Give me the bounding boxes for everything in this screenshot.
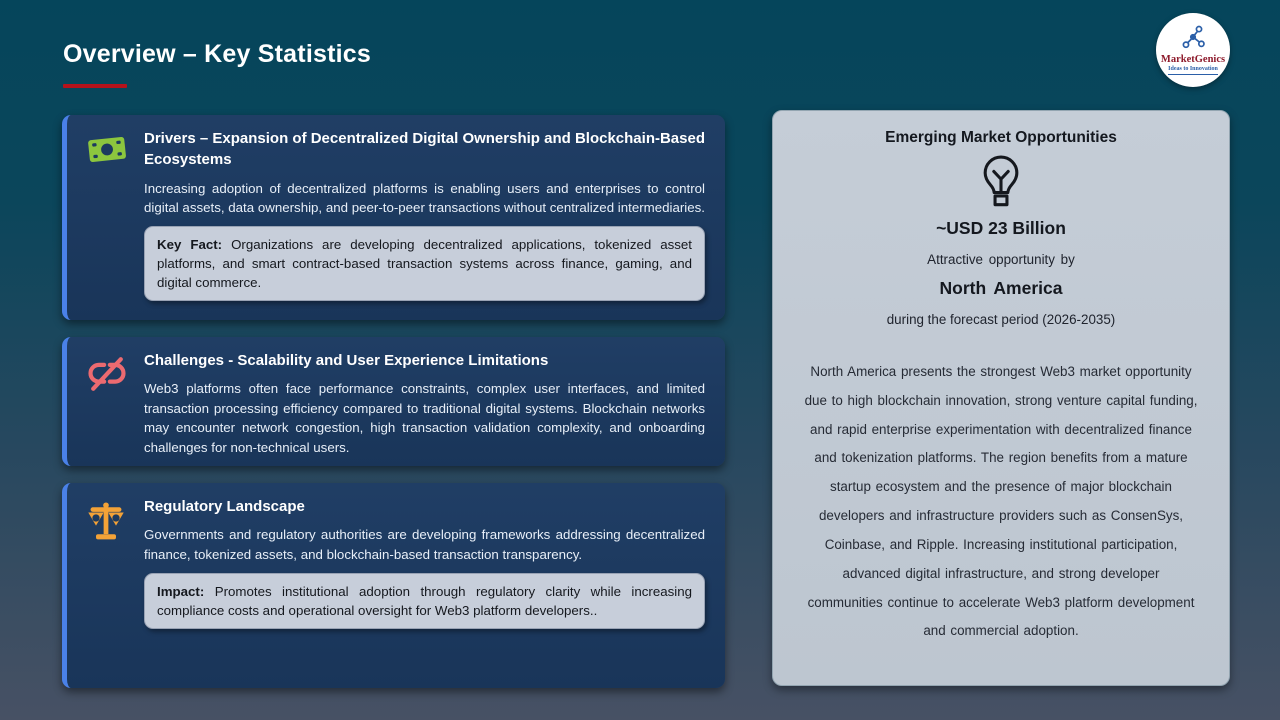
opportunity-description: North America presents the strongest Web3 market opportunity due to high blockchain innovation, strong venture capital funding, and rapid enterprise experimentation with decentralized finance and tokenization platforms. The region benefits from a mature startup ecosystem and the presence of major blockchain developers and infrastructure providers such as ConsenSys, Coinbase, and Ripple. Increasing institutional participation, advanced digital infrastructure, and strong developer communities continue to accelerate Web3 platform development and commercial adoption. <box>804 364 1198 639</box>
impact-callout <box>144 573 705 629</box>
broken-link-icon <box>86 381 128 398</box>
opportunity-subtitle: Attractive opportunity by <box>927 252 1075 267</box>
card-heading: Challenges - Scalability and User Experience Limitations <box>144 352 549 369</box>
logo-name: MarketGenics <box>1160 54 1226 66</box>
opportunity-value: ~USD 23 Billion <box>936 218 1066 238</box>
marketgenics-logo <box>1156 13 1230 87</box>
card-body: Increasing adoption of decentralized platforms is enabling users and enterprises to control digital assets, data ownership, and peer-to-peer transactions without centralized intermediaries. <box>144 180 705 215</box>
molecule-icon <box>1179 25 1207 54</box>
card-body: Web3 platforms often face performance constraints, complex user interfaces, and limited transaction processing efficiency compared to traditional digital systems. Blockchain networks may encounter network congestion, high transaction validation complexity, and onboarding challenges for non-technical users. <box>144 381 705 455</box>
callout-label: Impact: <box>157 584 205 600</box>
lightbulb-icon <box>803 154 1199 210</box>
opportunity-region: North America <box>939 278 1063 298</box>
emerging-market-panel <box>772 110 1230 686</box>
money-icon <box>86 153 128 170</box>
card-heading: Drivers – Expansion of Decentralized Digital Ownership and Blockchain-Based Ecosystems <box>144 130 705 169</box>
callout-text: Promotes institutional adoption through regulatory clarity while increasing compliance costs and operational oversight for Web3 platform developers.. <box>157 584 692 619</box>
page-title: Overview – Key Statistics <box>63 40 371 68</box>
card-challenges <box>62 337 725 466</box>
card-drivers <box>62 115 725 320</box>
panel-title: Emerging Market Opportunities <box>885 129 1117 146</box>
scales-icon <box>86 531 126 548</box>
title-underline <box>63 84 127 88</box>
card-heading: Regulatory Landscape <box>144 498 305 515</box>
card-regulatory <box>62 483 725 688</box>
callout-label: Key Fact: <box>157 237 223 253</box>
callout-text: Organizations are developing decentralized applications, tokenized asset platforms, and smart contract-based transaction systems across finance, gaming, and digital commerce. <box>157 237 692 291</box>
card-body: Governments and regulatory authorities are developing frameworks addressing decentralized finance, tokenized assets, and blockchain-based transaction transparency. <box>144 527 705 562</box>
logo-tagline: Ideas to Innovation <box>1168 66 1218 75</box>
key-fact-callout <box>144 226 705 301</box>
opportunity-period: during the forecast period (2026-2035) <box>886 312 1116 327</box>
